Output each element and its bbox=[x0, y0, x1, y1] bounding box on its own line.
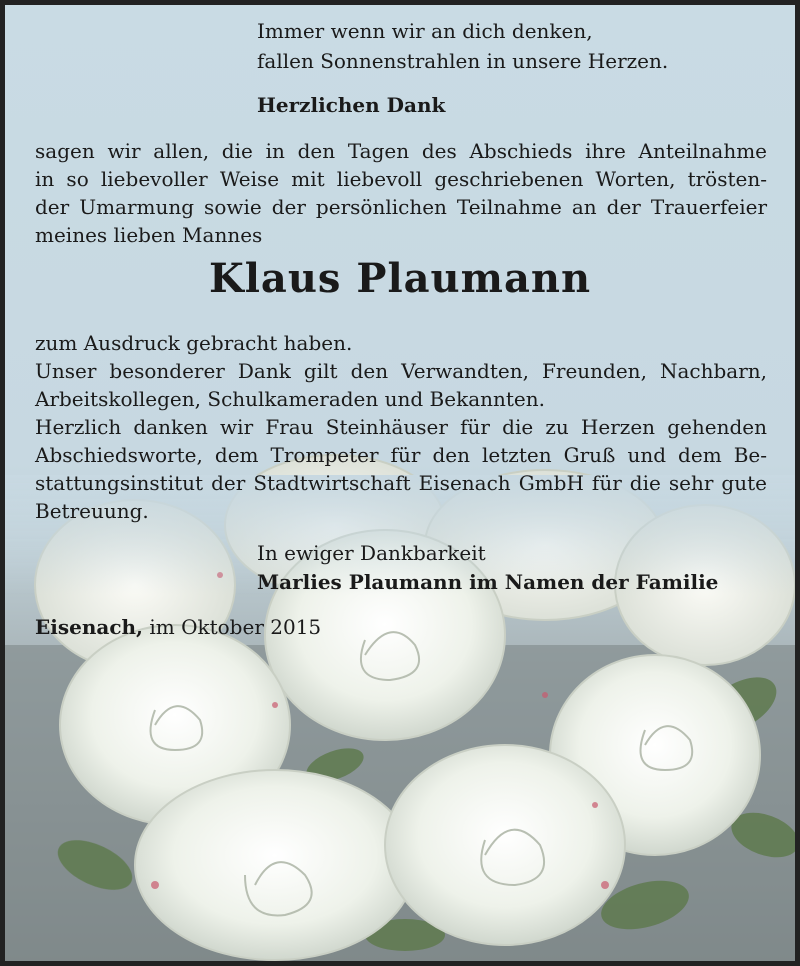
deceased-name: Klaus Plaumann bbox=[208, 255, 592, 302]
body-line-4: Herzlich danken wir Frau Steinhäuser für die zu Herzen gehenden bbox=[35, 415, 767, 439]
body-line-6: stattungsinstitut der Stadtwirtschaft Eisenach GmbH für die sehr gute bbox=[35, 471, 767, 495]
body-line-1: zum Ausdruck gebracht haben. bbox=[35, 331, 353, 355]
intro-line-1: sagen wir allen, die in den Tagen des Abschieds ihre Anteilnahme bbox=[35, 139, 767, 163]
verse-line-2: fallen Sonnenstrahlen in unsere Herzen. bbox=[257, 49, 669, 73]
intro-line-4: meines lieben Mannes bbox=[35, 223, 263, 247]
place: Eisenach, bbox=[35, 615, 144, 639]
signature: Marlies Plaumann im Namen der Familie bbox=[257, 570, 719, 594]
place-date bbox=[35, 613, 321, 641]
intro-line-3: der Umarmung sowie der persönlichen Teilnahme an der Trauerfeier bbox=[35, 195, 767, 219]
body-paragraph bbox=[35, 329, 767, 525]
thanks-heading: Herzlichen Dank bbox=[257, 93, 446, 117]
verse-line-1: Immer wenn wir an dich denken, bbox=[257, 19, 593, 43]
intro-paragraph bbox=[35, 137, 767, 249]
body-line-7: Betreuung. bbox=[35, 499, 149, 523]
body-line-3: Arbeitskollegen, Schulkameraden und Bekannten. bbox=[35, 387, 545, 411]
date: im Oktober 2015 bbox=[143, 615, 322, 639]
body-line-2: Unser besonderer Dank gilt den Verwandten, Freunden, Nachbarn, bbox=[35, 359, 767, 383]
body-line-5: Abschiedsworte, dem Trompeter für den letzten Gruß und dem Be- bbox=[35, 443, 767, 467]
closing-phrase: In ewiger Dankbarkeit bbox=[257, 541, 486, 565]
intro-line-2: in so liebevoller Weise mit liebevoll geschriebenen Worten, trösten- bbox=[35, 167, 767, 191]
